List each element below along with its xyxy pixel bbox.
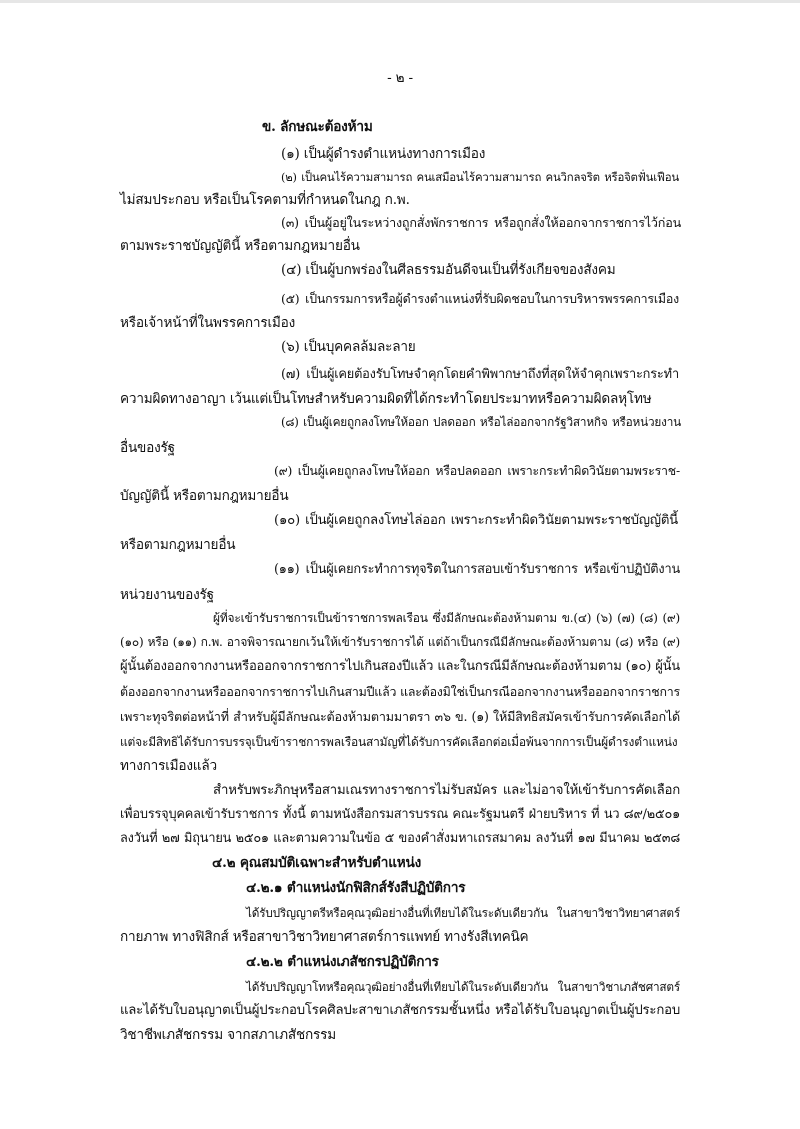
position-2-line-3: วิชาชีพเภสัชกรรม จากสภาเภสัชกรรม xyxy=(120,1027,336,1043)
prohibited-heading: ข. ลักษณะต้องห้าม xyxy=(262,119,373,135)
item-3: (๓) เป็นผู้อยู่ในระหว่างถูกสั่งพักราชการ หรือถูกสั่งให้ออกจากราชการไว้ก่อน xyxy=(281,215,681,230)
item-11-cont: หน่วยงานของรัฐ xyxy=(120,587,214,603)
item-3-cont: ตามพระราชบัญญัตินี้ หรือตามกฎหมายอื่น xyxy=(120,238,360,254)
item-1: (๑) เป็นผู้ดำรงตำแหน่งทางการเมือง xyxy=(281,146,486,162)
position-2-line-2: และได้รับใบอนุญาตเป็นผู้ประกอบโรคศิลปะสาขาเภสัชกรรมชั้นหนึ่ง หรือได้รับใบอนุญาตเป็นผู้ประกอบ xyxy=(120,1003,680,1018)
exemption-line-5: เพราะทุจริตต่อหน้าที่ สำหรับผู้มีลักษณะต้องห้ามตามมาตรา ๓๖ ข. (๑) ให้มีสิทธิสมัครเข้ารับการคัดเลือกได้ xyxy=(120,709,680,724)
item-7: (๗) เป็นผู้เคยต้องรับโทษจำคุกโดยคำพิพากษาถึงที่สุดให้จำคุกเพราะกระทำ xyxy=(281,367,679,382)
position-2-line-1: ได้รับปริญญาโทหรือคุณวุฒิอย่างอื่นที่เทียบได้ในระดับเดียวกัน ในสาขาวิชาเภสัชศาสตร์ xyxy=(246,980,680,994)
item-7-cont: ความผิดทางอาญา เว้นแต่เป็นโทษสำหรับความผิดที่ได้กระทำโดยประมาทหรือความผิดลหุโทษ xyxy=(120,391,652,407)
item-9-cont: บัญญัตินี้ หรือตามกฎหมายอื่น xyxy=(120,488,289,504)
scan-edge xyxy=(0,0,800,3)
item-5: (๕) เป็นกรรมการหรือผู้ดำรงตำแหน่งที่รับผิดชอบในการบริหารพรรคการเมือง xyxy=(281,291,679,306)
item-4: (๔) เป็นผู้บกพร่องในศีลธรรมอันดีจนเป็นที่รังเกียจของสังคม xyxy=(281,262,616,278)
position-1-line-2: กายภาพ ทางฟิสิกส์ หรือสาขาวิชาวิทยาศาสตร์การแพทย์ ทางรังสีเทคนิค xyxy=(120,929,529,945)
monks-line-1: สำหรับพระภิกษุหรือสามเณรทางราชการไม่รับสมัคร และไม่อาจให้เข้ารับการคัดเลือก xyxy=(213,783,680,798)
monks-line-2: เพื่อบรรจุบุคคลเข้ารับราชการ ทั้งนี้ ตามหนังสือกรมสารบรรณ คณะรัฐมนตรี ฝ่ายบริหาร ที่ นว ๘๙/๒๕๐๑ xyxy=(120,807,680,822)
item-2: (๒) เป็นคนไร้ความสามารถ คนเสมือนไร้ความสามารถ คนวิกลจริต หรือจิตฟั่นเฟือน xyxy=(281,170,679,184)
item-6: (๖) เป็นบุคคลล้มละลาย xyxy=(281,339,416,355)
exemption-line-3: ผู้นั้นต้องออกจากงานหรือออกจากราชการไปเกินสองปีแล้ว และในกรณีมีลักษณะต้องห้ามตาม (๑๐) ผู้นั้น xyxy=(120,659,680,674)
exemption-line-1: ผู้ที่จะเข้ารับราชการเป็นข้าราชการพลเรือน ซึ่งมีลักษณะต้องห้ามตาม ข.(๔) (๖) (๗) (๘) (๙) xyxy=(213,611,680,625)
section-4-2-heading: ๔.๒ คุณสมบัติเฉพาะสำหรับตำแหน่ง xyxy=(212,855,422,871)
item-10-cont: หรือตามกฎหมายอื่น xyxy=(120,537,236,553)
exemption-line-7: ทางการเมืองแล้ว xyxy=(120,758,217,774)
item-2-cont: ไม่สมประกอบ หรือเป็นโรคตามที่กำหนดในกฎ ก.พ. xyxy=(120,192,410,208)
monks-line-3: ลงวันที่ ๒๗ มิถุนายน ๒๕๐๑ และตามความในข้อ ๕ ของคำสั่งมหาเถรสมาคม ลงวันที่ ๑๗ มีนาคม ๒๕๓๘ xyxy=(120,831,680,846)
item-8: (๘) เป็นผู้เคยถูกลงโทษให้ออก ปลดออก หรือไล่ออกจากรัฐวิสาหกิจ หรือหน่วยงาน xyxy=(281,415,681,429)
exemption-line-4: ต้องออกจากงานหรือออกจากราชการไปเกินสามปีแล้ว และต้องมิใช่เป็นกรณีออกจากงานหรือออกจากราชการ xyxy=(120,684,680,699)
position-1-line-1: ได้รับปริญญาตรีหรือคุณวุฒิอย่างอื่นที่เทียบได้ในระดับเดียวกัน ในสาขาวิชาวิทยาศาสตร์ xyxy=(246,906,680,920)
exemption-line-6: แต่จะมีสิทธิได้รับการบรรจุเป็นข้าราชการพลเรือนสามัญที่ได้รับการคัดเลือกต่อเมื่อพ้นจากการเป็นผู้ดำรงตำแหน่ง xyxy=(120,735,678,749)
item-9: (๙) เป็นผู้เคยถูกลงโทษให้ออก หรือปลดออก เพราะกระทำผิดวินัยตามพระราช- xyxy=(274,463,680,478)
page-number: - ๒ - xyxy=(387,70,413,86)
position-2-title: ๔.๒.๒ ตำแหน่งเภสัชกรปฏิบัติการ xyxy=(246,954,439,970)
item-10: (๑๐) เป็นผู้เคยถูกลงโทษไล่ออก เพราะกระทำผิดวินัยตามพระราชบัญญัตินี้ xyxy=(274,513,678,528)
item-5-cont: หรือเจ้าหน้าที่ในพรรคการเมือง xyxy=(120,315,296,331)
exemption-line-2: (๑๐) หรือ (๑๑) ก.พ. อาจพิจารณายกเว้นให้เข้ารับราชการได้ แต่ถ้าเป็นกรณีมีลักษณะต้องห้ามตาม (๘) หรือ (๙) xyxy=(120,635,680,649)
item-11: (๑๑) เป็นผู้เคยกระทำการทุจริตในการสอบเข้ารับราชการ หรือเข้าปฏิบัติงาน xyxy=(274,562,680,577)
item-8-cont: อื่นของรัฐ xyxy=(120,440,175,456)
position-1-title: ๔.๒.๑ ตำแหน่งนักฟิสิกส์รังสีปฏิบัติการ xyxy=(246,880,466,896)
